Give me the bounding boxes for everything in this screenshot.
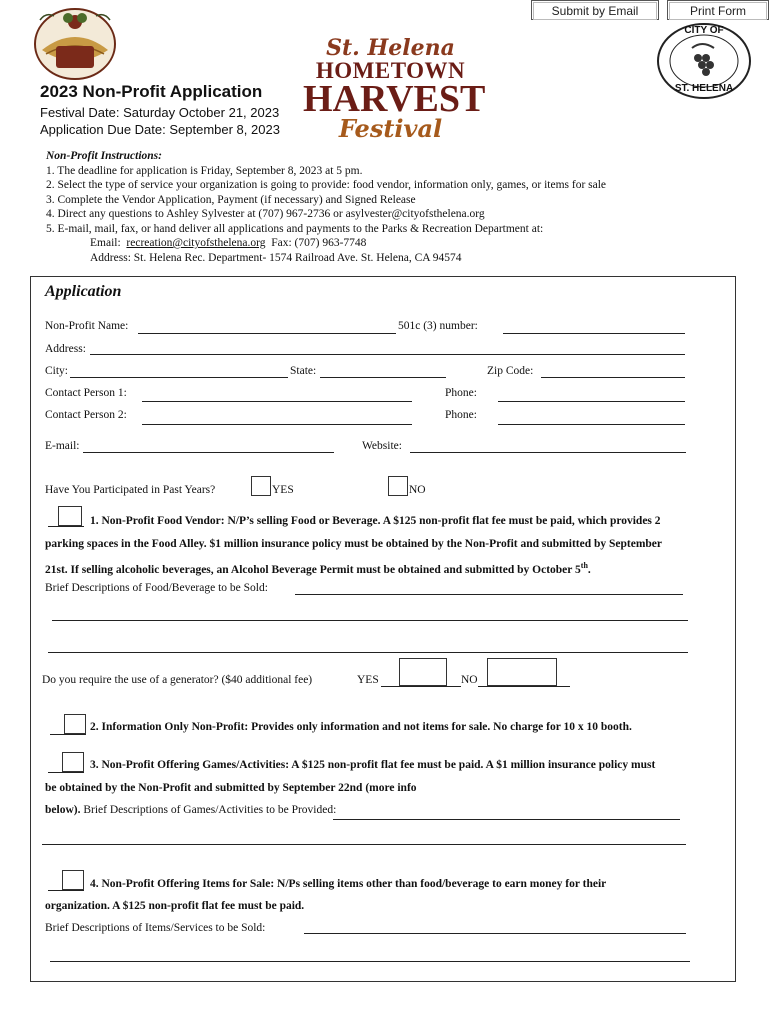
past-years-yes-checkbox[interactable] (251, 476, 271, 496)
past-years-no-checkbox[interactable] (388, 476, 408, 496)
application-heading: Application (45, 283, 122, 300)
zip-input[interactable] (541, 364, 685, 378)
phone-2-input[interactable] (498, 411, 685, 425)
items-blank (48, 890, 84, 891)
food-description-label: Brief Descriptions of Food/Beverage to be Sold: (45, 582, 268, 594)
contact-person-2-label: Contact Person 2: (45, 409, 127, 421)
instruction-item: 2. Select the type of service your organization is going to provide: food vendor, information only, games, or items for sale (46, 179, 607, 191)
generator-no-label: NO (461, 674, 478, 686)
page-title: 2023 Non-Profit Application (40, 82, 263, 101)
address-label: Address: (45, 343, 86, 355)
items-description-line-2[interactable] (50, 948, 690, 962)
address-input[interactable] (90, 341, 685, 355)
instructions-heading: Non-Profit Instructions: (46, 150, 162, 162)
city-seal (656, 22, 752, 100)
items-checkbox[interactable] (62, 870, 84, 890)
generator-yes-checkbox[interactable] (399, 658, 447, 686)
food-description-input[interactable] (295, 581, 683, 595)
nonprofit-name-label: Non-Profit Name: (45, 320, 129, 332)
mailing-address: Address: St. Helena Rec. Department- 1574 Railroad Ave. St. Helena, CA 94574 (90, 251, 462, 264)
instruction-item: 1. The deadline for application is Friday, September 8, 2023 at 5 pm. (46, 164, 363, 177)
games-line-3 (45, 799, 336, 821)
fax-number: Fax: (707) 963-7748 (271, 237, 367, 249)
food-vendor-line-2: parking spaces in the Food Alley. $1 million insurance policy must be obtained by the Non-Profit and submitted by September (45, 538, 663, 550)
website-label: Website: (362, 440, 402, 452)
festival-date: Festival Date: Saturday October 21, 2023 (40, 105, 280, 120)
games-line-3-start: below). (45, 804, 81, 816)
food-description-line-2[interactable] (52, 607, 688, 621)
food-vendor-line-1: 1. Non-Profit Food Vendor: N/P’s selling Food or Beverage. A $125 non-profit flat fee must be paid, which provides 2 (90, 515, 661, 527)
ein-label: 501c (3) number: (398, 320, 478, 332)
print-button-label: Print Form (669, 2, 767, 20)
generator-no-blank (478, 686, 570, 687)
city-label: City: (45, 365, 69, 377)
items-line-2: organization. A $125 non-profit flat fee must be paid. (45, 900, 305, 912)
zip-label: Zip Code: (487, 365, 534, 377)
state-label: State: (290, 365, 317, 377)
contact-person-1-input[interactable] (142, 388, 412, 402)
festival-logo (303, 35, 486, 156)
website-input[interactable] (410, 439, 686, 453)
city-input[interactable] (70, 364, 288, 378)
food-description-line-3[interactable] (48, 639, 688, 653)
generator-yes-label: YES (357, 674, 379, 686)
application-due-date: Application Due Date: September 8, 2023 (40, 122, 280, 137)
seal-bottom-text: ST. HELENA (674, 83, 734, 94)
state-input[interactable] (320, 364, 446, 378)
games-blank (48, 772, 84, 773)
festival-emblem-icon (32, 2, 118, 82)
recreation-email-link[interactable]: recreation@cityofsthelena.org (126, 237, 266, 249)
generator-no-checkbox[interactable] (487, 658, 557, 686)
email-label: Email: (90, 237, 121, 249)
print-form-button[interactable] (667, 0, 769, 20)
games-description-line-2[interactable] (42, 831, 686, 845)
nonprofit-name-input[interactable] (138, 320, 396, 334)
items-line-1: 4. Non-Profit Offering Items for Sale: N/Ps selling items other than food/beverage to earn money for their (90, 878, 607, 890)
phone-1-label: Phone: (445, 387, 477, 399)
logo-festival: Festival (338, 114, 443, 143)
games-line-2: be obtained by the Non-Profit and submitted by September 22nd (more info (45, 782, 417, 794)
food-vendor-checkbox[interactable] (58, 506, 82, 526)
games-description-label: Brief Descriptions of Games/Activities to be Provided: (80, 804, 337, 816)
games-line-1: 3. Non-Profit Offering Games/Activities: A $125 non-profit flat fee must be paid. A $1 million insurance policy must (90, 759, 656, 771)
submit-button-label: Submit by Email (533, 2, 657, 20)
contact-email-line (46, 236, 746, 251)
past-years-yes-label: YES (272, 484, 294, 496)
info-only-blank (50, 734, 86, 735)
info-only-checkbox[interactable] (64, 714, 86, 734)
games-description-input[interactable] (333, 806, 680, 820)
generator-question: Do you require the use of a generator? ($40 additional fee) (42, 674, 313, 686)
ein-input[interactable] (503, 320, 685, 334)
instruction-item: 4. Direct any questions to Ashley Sylvester at (707) 967-2736 or asylvester@cityofsthelena.org (46, 208, 485, 220)
phone-2-label: Phone: (445, 409, 477, 421)
info-only-text: 2. Information Only Non-Profit: Provides only information and not items for sale. No charge for 10 x 10 booth. (90, 721, 632, 733)
email-field-label: E-mail: (45, 440, 80, 452)
generator-yes-blank (381, 686, 461, 687)
instruction-item: 5. E-mail, mail, fax, or hand deliver all applications and payments to the Parks & Recreation Department at: (46, 222, 544, 235)
food-vendor-line-3-text: 21st. If selling alcoholic beverages, an Alcohol Beverage Permit must be obtained and submitted by October 5 (45, 563, 581, 576)
logo-st-helena: St. Helena (326, 35, 455, 61)
contact-person-2-input[interactable] (142, 411, 412, 425)
food-vendor-line-3 (45, 555, 591, 581)
food-vendor-blank (48, 526, 84, 527)
instructions (46, 149, 746, 265)
items-description-input[interactable] (304, 920, 686, 934)
phone-1-input[interactable] (498, 388, 685, 402)
email-input[interactable] (83, 439, 334, 453)
past-years-no-label: NO (409, 484, 426, 496)
seal-top-text: CITY OF (684, 25, 724, 36)
submit-by-email-button[interactable] (531, 0, 659, 20)
items-description-label: Brief Descriptions of Items/Services to be Sold: (45, 922, 266, 934)
logo-harvest: HARVEST (303, 78, 486, 120)
instruction-item: 3. Complete the Vendor Application, Payment (if necessary) and Signed Release (46, 193, 416, 206)
food-vendor-line-3-end: . (587, 563, 591, 576)
contact-person-1-label: Contact Person 1: (45, 387, 127, 399)
past-years-question: Have You Participated in Past Years? (45, 484, 216, 496)
food-vendor-superscript: th (580, 561, 588, 570)
logo-hometown: HOMETOWN (315, 58, 466, 83)
games-checkbox[interactable] (62, 752, 84, 772)
